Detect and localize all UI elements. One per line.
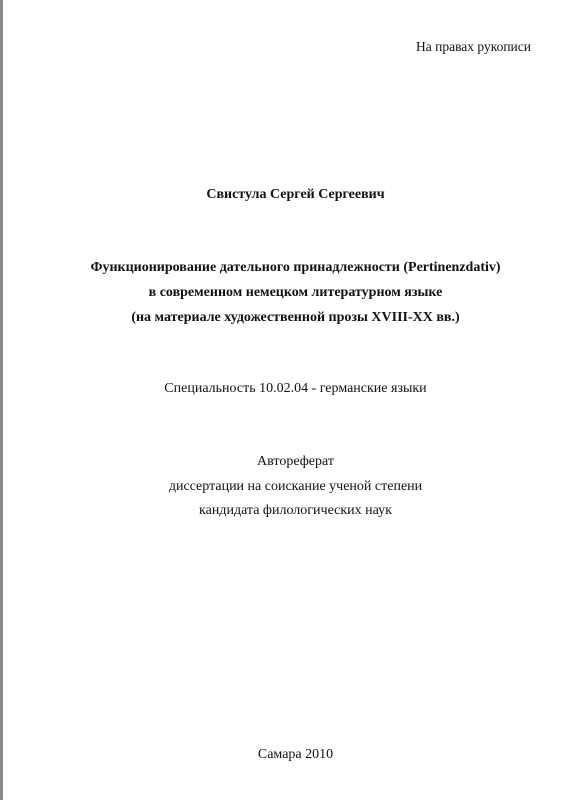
title-line-2: в современном немецком литературном языке bbox=[148, 285, 443, 300]
title-line-3: (на материале художественной прозы XVIII-XX вв.) bbox=[131, 310, 460, 325]
rights-note: На правах рукописи bbox=[415, 39, 531, 54]
abstract-line-1: Автореферат bbox=[257, 454, 334, 469]
title-line-1: Функционирование дательного принадлежности (Pertinenzdativ) bbox=[90, 260, 501, 275]
document-page bbox=[3, 0, 588, 800]
abstract-line-3: кандидата филологических наук bbox=[199, 503, 392, 518]
place-year: Самара 2010 bbox=[257, 747, 334, 762]
author-name: Свистула Сергей Сергеевич bbox=[206, 187, 385, 202]
specialty-line: Специальность 10.02.04 - германские языки bbox=[164, 381, 427, 396]
abstract-line-2: диссертации на соискание ученой степени bbox=[168, 479, 423, 494]
